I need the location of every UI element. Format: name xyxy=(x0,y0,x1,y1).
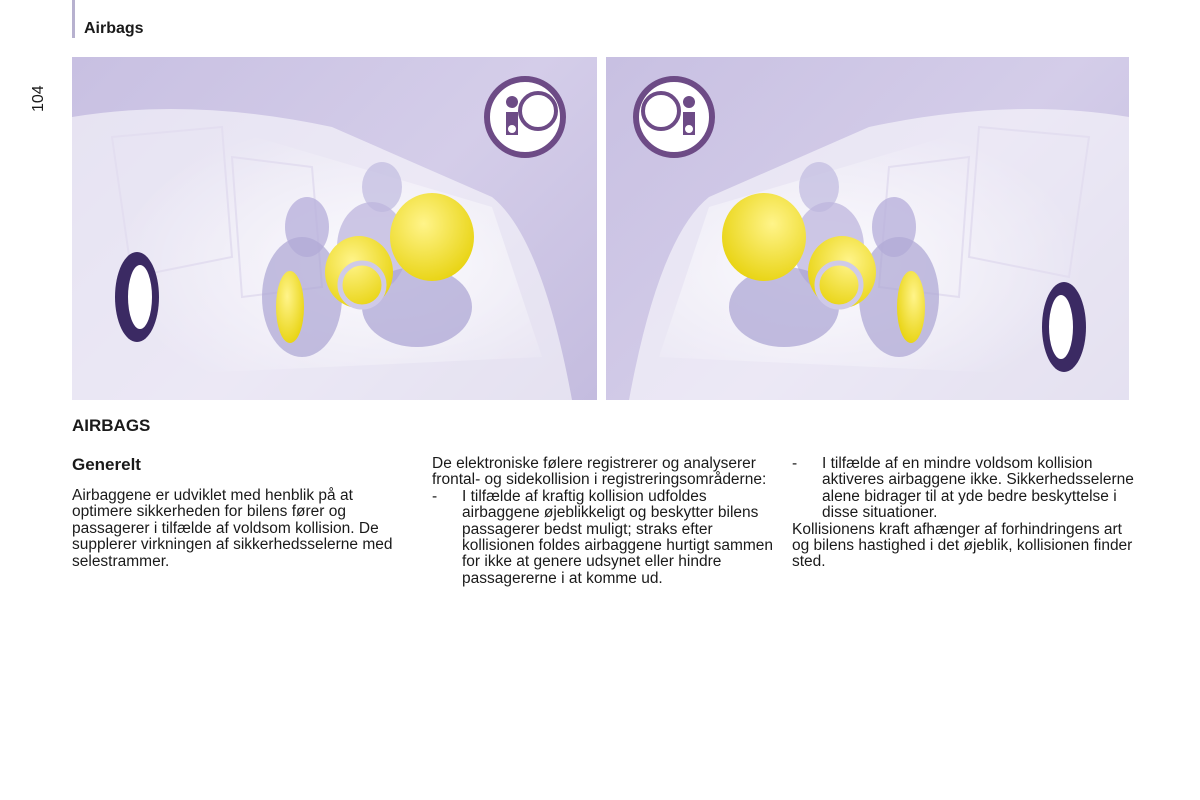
text-column-1 xyxy=(72,488,412,570)
section-title: AIRBAGS xyxy=(72,416,151,435)
list-item xyxy=(792,456,1137,522)
text-column-2 xyxy=(432,456,777,587)
page-number: 104 xyxy=(30,85,47,112)
bullet-marker: - xyxy=(792,455,798,472)
page-header-title: Airbags xyxy=(84,20,144,37)
intro-paragraph: Airbaggene er udviklet med henblik på at optimere sikkerheden for bilens fører og passagerer i tilfælde af voldsom kollision. De supplerer virkningen af sikkerhedsselerne med selestrammer. xyxy=(72,487,393,570)
subsection-title: Generelt xyxy=(72,455,141,474)
airbag-warning-icon xyxy=(636,79,712,155)
list-item xyxy=(432,489,777,587)
airbag-illustration-left xyxy=(72,57,597,400)
van-interior-illustration-left xyxy=(72,57,597,400)
sensors-paragraph: De elektroniske følere registrerer og analyserer frontal- og sidekollision i registreringsområderne: xyxy=(432,455,767,489)
text-column-3 xyxy=(792,456,1137,571)
bullet-marker: - xyxy=(432,487,438,505)
header-accent-bar xyxy=(72,0,75,38)
bullet-text: I tilfælde af kraftig kollision udfoldes airbaggene øjeblikkeligt og beskytter bilens passagerer bedst muligt; straks efter kollisionen foldes airbaggene hurtigt sammen for ikke at genere udsynet eller hindre passagererne i at komme ud. xyxy=(462,487,774,587)
bullet-text: I tilfælde af en mindre voldsom kollision aktiveres airbaggene ikke. Sikkerhedsselerne alene bidrager til at yde bedre beskyttelse i disse situationer. xyxy=(822,455,1134,522)
airbag-illustration-right xyxy=(606,57,1129,400)
airbag-warning-icon xyxy=(487,79,563,155)
force-paragraph: Kollisionens kraft afhænger af forhindringens art og bilens hastighed i det øjeblik, kollisionen finder sted. xyxy=(792,520,1133,571)
van-interior-illustration-right xyxy=(606,57,1129,400)
